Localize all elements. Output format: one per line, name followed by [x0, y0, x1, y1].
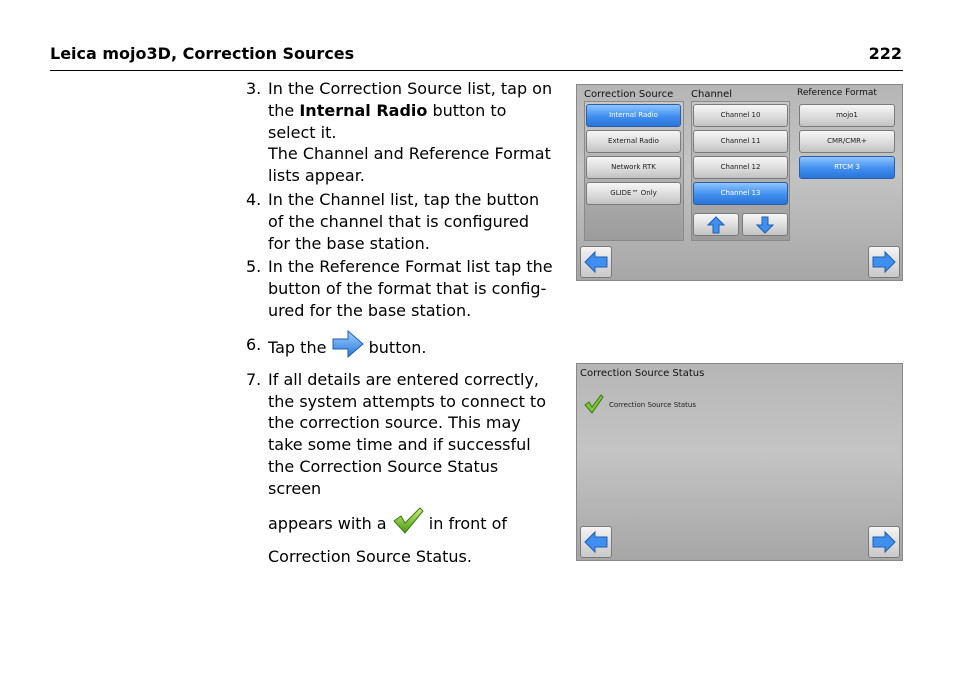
step-number: 3.	[246, 79, 262, 98]
next-button[interactable]	[868, 526, 900, 558]
channel-scroll-up-button[interactable]	[693, 213, 739, 236]
page-header-title: Leica mojo3D, Correction Sources	[50, 44, 355, 63]
next-button[interactable]	[868, 246, 900, 278]
arrow-right-icon	[332, 330, 364, 367]
channel-13-button[interactable]: Channel 13	[693, 182, 788, 205]
step-number: 6.	[246, 334, 262, 354]
step-number: 7.	[246, 369, 262, 389]
step-text: In the Channel list, tap the button of the channel that is configured for the base station.	[268, 189, 540, 253]
arrow-down-icon	[756, 216, 774, 234]
step-text: If all details are entered correctly, the system attempts to connect to the correction source. This may take some time and if successful the Correction Source Status screen	[268, 369, 546, 498]
step-number: 5.	[246, 257, 262, 277]
format-rtcm3-button[interactable]: RTCM 3	[799, 156, 895, 179]
step-7	[246, 369, 556, 571]
internal-radio-term: Internal Radio	[299, 100, 428, 120]
instruction-steps	[246, 78, 556, 571]
correction-source-header: Correction Source	[584, 89, 674, 100]
source-external-radio-button[interactable]: External Radio	[586, 130, 681, 153]
step-note: The Channel and Reference Format lists appear.	[268, 144, 551, 186]
channel-scroll-down-button[interactable]	[742, 213, 788, 236]
step-5	[246, 256, 556, 321]
correction-status-screen	[576, 363, 903, 561]
back-button[interactable]	[580, 526, 612, 558]
channel-10-button[interactable]: Channel 10	[693, 104, 788, 127]
arrow-left-icon	[584, 250, 608, 274]
step-number: 4.	[246, 189, 262, 209]
checkmark-icon	[392, 506, 424, 543]
channel-header: Channel	[691, 89, 733, 100]
arrow-left-icon	[584, 530, 608, 554]
step-text: In the Reference Format list tap the button of the format that is config-ured for the base station.	[268, 257, 553, 320]
step-text: Tap the button.	[268, 330, 556, 367]
arrow-up-icon	[707, 216, 725, 234]
status-screen-title: Correction Source Status	[580, 368, 705, 379]
step-3	[246, 78, 556, 187]
correction-source-screen	[576, 84, 903, 281]
arrow-right-icon	[872, 250, 896, 274]
channel-12-button[interactable]: Channel 12	[693, 156, 788, 179]
header-rule	[50, 70, 903, 71]
reference-format-header: Reference Format	[797, 88, 877, 98]
arrow-right-icon	[872, 530, 896, 554]
back-button[interactable]	[580, 246, 612, 278]
step-text: In the Correction Source list, tap on the Internal Radio button to select it.	[268, 79, 553, 142]
page-number: 222	[868, 44, 902, 63]
source-network-rtk-button[interactable]: Network RTK	[586, 156, 681, 179]
status-item-label: Correction Source Status	[609, 401, 697, 409]
format-mojo1-button[interactable]: mojo1	[799, 104, 895, 127]
checkmark-icon	[584, 394, 604, 418]
step-4	[246, 189, 556, 254]
step-text-cont: appears with a in front of Correction Source Status.	[268, 506, 556, 571]
channel-11-button[interactable]: Channel 11	[693, 130, 788, 153]
format-cmr-button[interactable]: CMR/CMR+	[799, 130, 895, 153]
source-internal-radio-button[interactable]: Internal Radio	[586, 104, 681, 127]
source-glide-only-button[interactable]: GLIDE™ Only	[586, 182, 681, 205]
step-6	[246, 330, 556, 367]
